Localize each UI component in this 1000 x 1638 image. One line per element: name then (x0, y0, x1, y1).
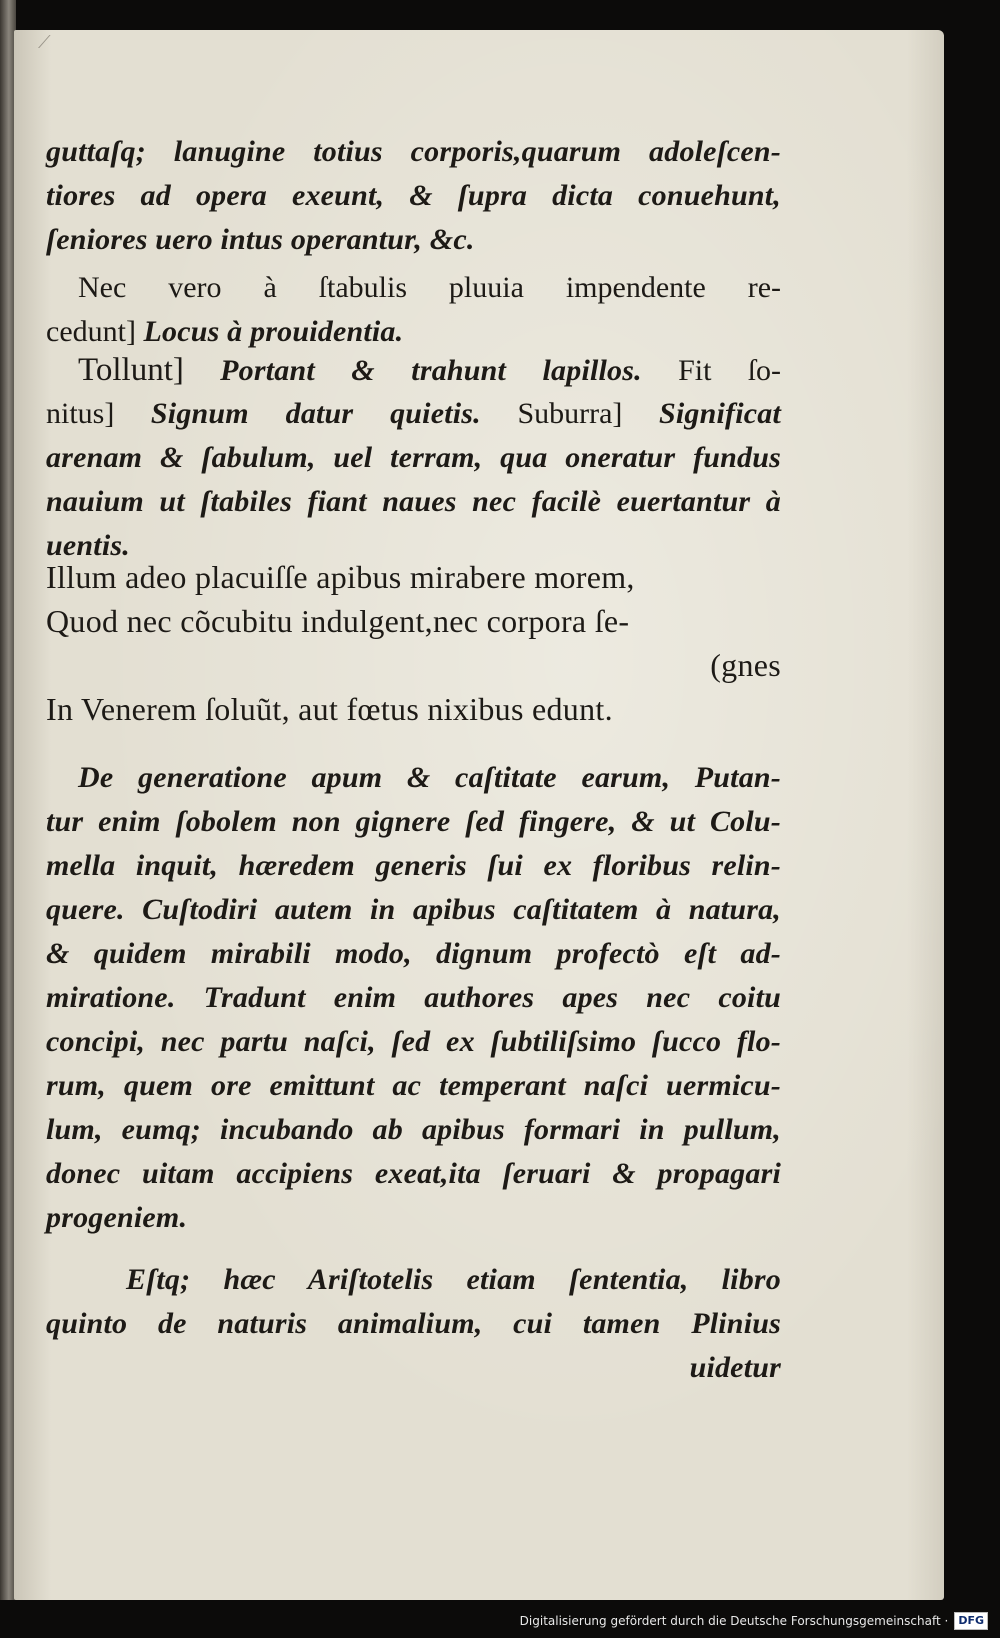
text-line: nauium ut ſtabiles fiant naues nec facilè euertantur à (46, 485, 781, 518)
text-line (46, 392, 781, 436)
verse-line: Illum adeo placuiſſe apibus mirabere morem, (46, 559, 635, 595)
verse-turnover: (gnes (710, 647, 781, 683)
dfg-logo: DFG (954, 1612, 988, 1630)
text-line: uentis. (46, 529, 130, 562)
book-page (14, 30, 944, 1600)
text-line: rum, quem ore emittunt ac temperant naſci uermicu- (46, 1069, 781, 1102)
commentary-top (46, 130, 781, 262)
lemma: Fit ſo- (678, 354, 782, 387)
text-line (46, 348, 781, 392)
verse-line: In Venerem ſoluũt, aut fœtus nixibus edunt. (46, 691, 613, 727)
digitization-credit (520, 1610, 988, 1632)
verse-line: Quod nec cõcubitu indulgent,nec corpora ſe- (46, 603, 630, 639)
text-line: donec uitam accipiens exeat,ita ſeruari & propagari (46, 1157, 781, 1190)
text-line: quinto de naturis animalium, cui tamen Plinius (46, 1307, 781, 1340)
text-line: ſeniores uero intus operantur, &c. (46, 223, 475, 256)
lemma-paragraph-tollunt (46, 348, 781, 568)
catchword: uidetur (689, 1351, 781, 1384)
paragraph-aristotle (46, 1258, 781, 1390)
commentary-generation (46, 756, 781, 1240)
lemma: nitus] (46, 397, 115, 430)
text-line: tiores ad opera exeunt, & ſupra dicta conuehunt, (46, 179, 781, 212)
text-line: De generatione apum & caſtitate earum, Putan- (78, 761, 781, 794)
lemma: Tollunt] (78, 352, 184, 388)
text-line: arenam & ſabulum, uel terram, qua oneratur fundus (46, 441, 781, 474)
text-line: tur enim ſobolem non gignere ſed fingere, & ut Colu- (46, 805, 781, 838)
text-line: Nec vero à ſtabulis pluuia impendente re- (78, 271, 781, 304)
corner-fold-mark: ⟋ (38, 32, 51, 52)
lemma: Suburra] (517, 397, 623, 430)
gloss: Signum datur quietis. (150, 397, 481, 430)
text-line: Eſtq; hæc Ariſtotelis etiam ſententia, libro (126, 1263, 781, 1296)
text-line: & quidem mirabili modo, dignum profectò eſt ad- (46, 937, 781, 970)
gloss: Locus à prouidentia. (143, 315, 404, 348)
lemma-paragraph-nec-vero (46, 266, 781, 354)
text-line: mella inquit, hæredem generis ſui ex floribus relin- (46, 849, 781, 882)
text-line: progeniem. (46, 1201, 188, 1234)
verse-block (46, 555, 781, 731)
text-line: guttaſq; lanugine totius corporis,quarum adoleſcen- (46, 135, 781, 168)
text-line: miratione. Tradunt enim authores apes nec coitu (46, 981, 781, 1014)
lemma: cedunt] (46, 315, 136, 348)
text-line: quere. Cuſtodiri autem in apibus caſtitatem à natura, (46, 893, 781, 926)
credit-text: Digitalisierung gefördert durch die Deutsche Forschungsgemeinschaft · (519, 1614, 949, 1628)
text-line: lum, eumq; incubando ab apibus formari in pullum, (46, 1113, 781, 1146)
gloss: Portant & trahunt lapillos. (220, 354, 642, 387)
gloss: Significat (659, 397, 782, 430)
text-line: concipi, nec partu naſci, ſed ex ſubtiliſsimo ſucco flo- (46, 1025, 781, 1058)
